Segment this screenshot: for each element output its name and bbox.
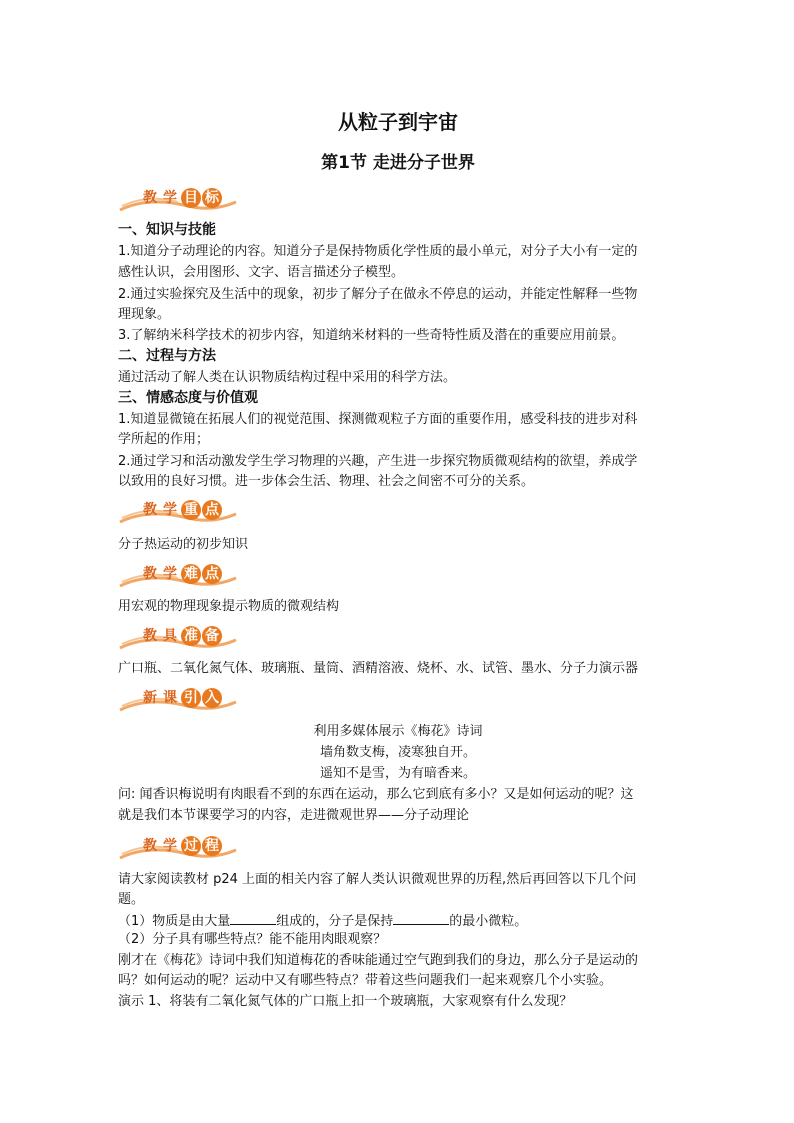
badge-char: 教 (143, 838, 157, 854)
paragraph-line: 3.了解纳米科学技术的初步内容，知道纳米材料的一些奇特性质及潜在的重要应用前景。 (118, 328, 625, 343)
badge-char-highlight: 入 (202, 688, 222, 708)
badge-teaching-goals (118, 184, 238, 214)
answer-blank[interactable] (230, 910, 276, 925)
key-point-text: 分子热运动的初步知识 (118, 537, 249, 552)
heading-knowledge: 一、知识与技能 (118, 222, 216, 238)
badge-char-highlight: 备 (202, 626, 222, 646)
question-text: 组成的，分子是保持 (276, 914, 394, 929)
demo-line: 演示 1、将装有二氧化氮气体的广口瓶上扣一个玻璃瓶，大家观察有什么发现？ (118, 994, 573, 1009)
difficulty-text: 用宏观的物理现象提示物质的微观结构 (118, 599, 340, 614)
poem-line: 遥知不是雪，为有暗香来。 (319, 766, 476, 781)
badge-char-highlight: 程 (202, 836, 222, 856)
badge-char: 课 (163, 690, 177, 706)
fill-blank-question (118, 910, 678, 932)
answer-blank[interactable] (393, 910, 449, 925)
question-text: 的最小微粒。 (449, 914, 528, 929)
paragraph-line: 理现象。 (118, 307, 171, 322)
badge-char: 学 (163, 190, 177, 206)
question-line: （2）分子具有哪些特点？能不能用肉眼观察？ (118, 932, 387, 947)
page-title: 从粒子到宇宙 (338, 110, 458, 134)
badge-key-points (118, 496, 238, 526)
question-line: 就是我们本节课要学习的内容，走进微观世界——分子动理论 (118, 808, 470, 823)
badge-char-highlight: 目 (181, 188, 201, 208)
paragraph-line: 通过活动了解人类在认识物质结构过程中采用的科学方法。 (118, 370, 457, 385)
paragraph-line: 题。 (118, 892, 145, 907)
badge-char-highlight: 重 (181, 500, 201, 520)
section-title: 第1节 走进分子世界 (321, 153, 475, 173)
paragraph-line: 请大家阅读教材 p24 上面的相关内容了解人类认识微观世界的历程,然后再回答以下几个问 (118, 872, 637, 887)
tools-text: 广口瓶、二氧化氮气体、玻璃瓶、量筒、酒精溶液、烧杯、水、试管、墨水、分子力演示器 (118, 661, 639, 676)
badge-char-highlight: 点 (202, 500, 222, 520)
badge-char: 学 (163, 566, 177, 582)
badge-char: 教 (143, 628, 157, 644)
badge-char-highlight: 准 (181, 626, 201, 646)
badge-char-highlight: 标 (202, 188, 222, 208)
heading-process-method: 二、过程与方法 (118, 348, 216, 364)
badge-char: 新 (143, 690, 157, 706)
badge-teaching-process (118, 832, 238, 862)
badge-char: 教 (143, 566, 157, 582)
badge-char: 学 (163, 502, 177, 518)
badge-char: 具 (163, 628, 177, 644)
paragraph-line: 1.知道分子动理论的内容。知道分子是保持物质化学性质的最小单元，对分子大小有一定的 (118, 244, 638, 259)
paragraph-line: 1.知道显微镜在拓展人们的视觉范围、探测微观粒子方面的重要作用，感受科技的进步对科 (118, 412, 638, 427)
paragraph-line: 学所起的作用； (118, 432, 210, 447)
badge-char-highlight: 引 (181, 688, 201, 708)
poem-line: 墙角数支梅，凌寒独自开。 (319, 745, 476, 760)
paragraph-line: 感性认识，会用图形、文字、语言描述分子模型。 (118, 265, 405, 280)
badge-char: 学 (163, 838, 177, 854)
badge-char-highlight: 点 (202, 564, 222, 584)
badge-char-highlight: 过 (181, 836, 201, 856)
paragraph-line: 2.通过学习和活动激发学生学习物理的兴趣，产生进一步探究物质微观结构的欲望，养成学 (118, 454, 638, 469)
heading-attitude: 三、情感态度与价值观 (118, 390, 258, 406)
paragraph-line: 刚才在《梅花》诗词中我们知道梅花的香味能通过空气跑到我们的身边，那么分子是运动的 (118, 953, 639, 968)
paragraph-line: 以致用的良好习惯。进一步体会生活、物理、社会之间密不可分的关系。 (118, 474, 535, 489)
badge-char: 教 (143, 190, 157, 206)
question-line: 问: 闻香识梅说明有肉眼看不到的东西在运动，那么它到底有多小？又是如何运动的呢？这 (118, 787, 634, 802)
badge-teaching-tools (118, 622, 238, 652)
badge-difficulty (118, 560, 238, 590)
paragraph-line: 2.通过实验探究及生活中的现象，初步了解分子在做永不停息的运动，并能定性解释一些物 (118, 287, 638, 302)
intro-line: 利用多媒体展示《梅花》诗词 (313, 724, 483, 739)
badge-char-highlight: 难 (181, 564, 201, 584)
badge-char: 教 (143, 502, 157, 518)
paragraph-line: 吗？如何运动的呢？运动中又有哪些特点？带着这些问题我们一起来观察几个小实验。 (118, 973, 613, 988)
badge-lesson-intro (118, 684, 238, 714)
question-text: （1）物质是由大量 (118, 914, 231, 929)
